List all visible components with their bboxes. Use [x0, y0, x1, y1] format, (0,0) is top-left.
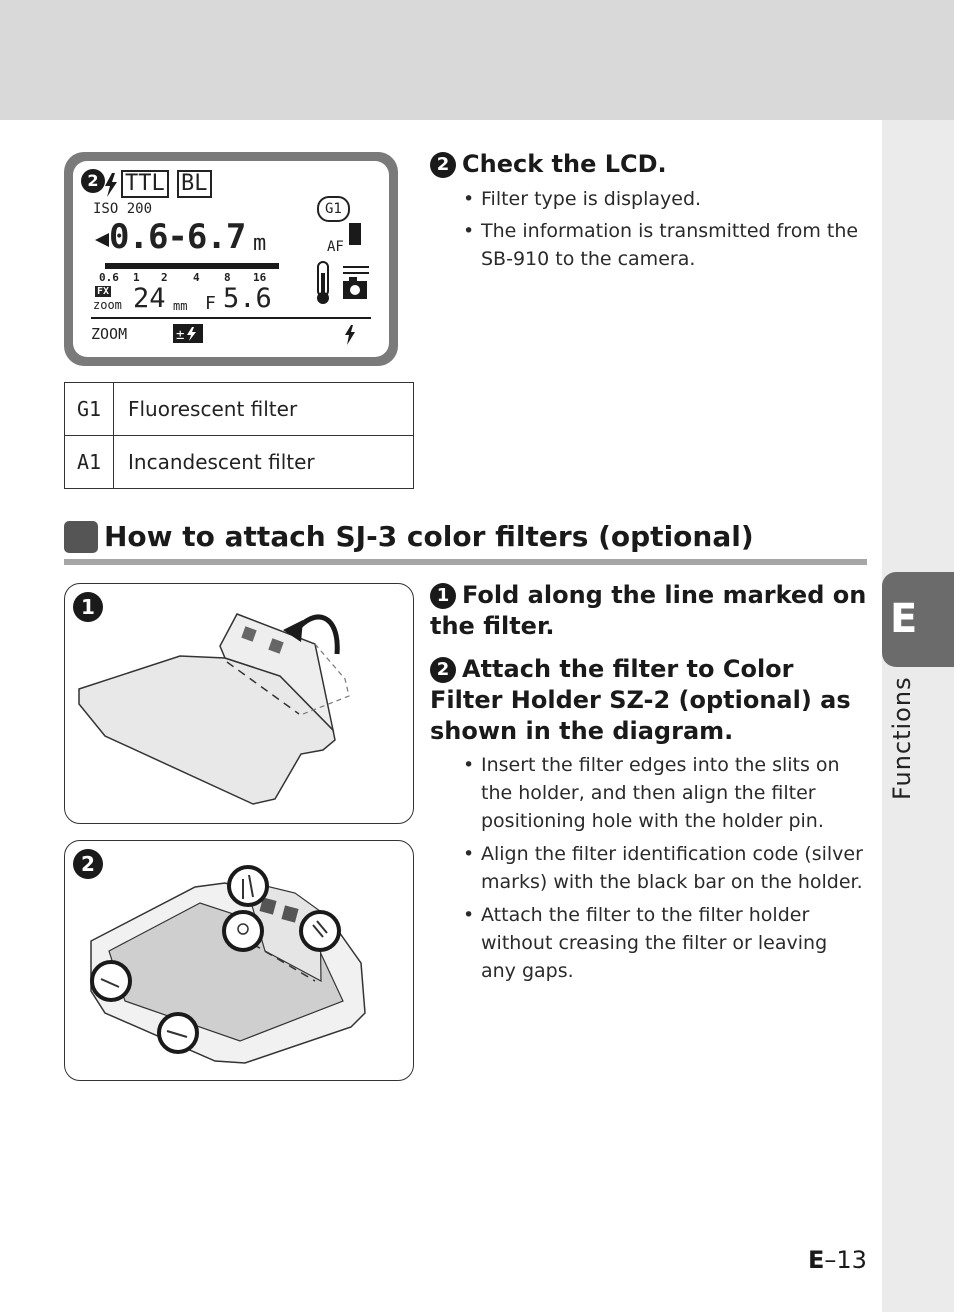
attach-step-heading [430, 654, 870, 747]
section-label-functions: Functions [888, 676, 916, 800]
fold-step-title: Fold along the line marked on the filter. [430, 581, 867, 640]
attach-step-bullet: • Attach the filter to the filter holder without creasing the filter or leaving any gaps. [463, 904, 828, 982]
lcd-zoom-label: zoom [93, 298, 122, 312]
flash-ready-icon [343, 325, 357, 345]
lcd-step-badge: 2 [81, 169, 105, 193]
scale-mark: 4 [193, 271, 200, 284]
filter-table [64, 382, 414, 489]
filter-code-cell: G1 [65, 383, 114, 436]
flash-icon [103, 173, 119, 197]
filter-description-cell: Fluorescent filter [114, 383, 414, 436]
lcd-illustration [64, 152, 398, 366]
diagram-badge: 1 [73, 592, 103, 622]
diagram-attach-holder [64, 840, 414, 1081]
holder-illustration [65, 841, 413, 1080]
page-number-suffix: –13 [824, 1246, 867, 1274]
lcd-zoom-value: 24 [133, 283, 166, 314]
scale-mark: 1 [133, 271, 140, 284]
section-tab-e[interactable] [882, 572, 954, 667]
fold-step-heading [430, 580, 870, 642]
lcd-zoom-unit: mm [173, 299, 188, 313]
lcd-divider [91, 317, 371, 319]
section-marker [64, 521, 98, 553]
range-arrow-icon [95, 233, 109, 247]
lcd-af-label: AF [327, 239, 344, 255]
filter-description-cell: Incandescent filter [114, 436, 414, 489]
lcd-range-unit: m [253, 231, 267, 256]
scale-mark: 16 [253, 271, 267, 284]
thermometer-icon [315, 261, 331, 305]
table-row [65, 436, 414, 489]
camera-icon [339, 265, 371, 301]
check-lcd-bullet: • The information is transmitted from the SB-910 to the camera. [463, 220, 859, 270]
lcd-filter-code: G1 [317, 196, 350, 222]
lcd-mode-ttl: TTL [121, 170, 169, 198]
top-band [0, 0, 954, 120]
attach-step-title: Attach the filter to Color Filter Holder SZ-2 (optional) as shown in the diagram. [430, 655, 851, 745]
lcd-aperture-value: 5.6 [223, 283, 272, 314]
page-number [808, 1246, 867, 1274]
diagram-fold-filter [64, 583, 414, 824]
step-number: 2 [430, 152, 456, 178]
scale-mark: 0.6 [99, 271, 119, 284]
step-number: 2 [430, 657, 456, 683]
lcd-range: 0.6-6.7 [109, 217, 246, 257]
check-lcd-heading [430, 149, 667, 180]
filter-indicator-icon [349, 223, 361, 245]
range-scale-line [105, 268, 279, 269]
section-title: How to attach SJ-3 color filters (optional) [104, 520, 754, 553]
scale-mark: 8 [224, 271, 231, 284]
step-number: 1 [430, 583, 456, 609]
lcd-iso: ISO 200 [93, 201, 153, 217]
exposure-comp-icon [173, 324, 203, 343]
lcd-menu-zoom: ZOOM [91, 325, 128, 343]
lcd-screen [73, 161, 389, 357]
check-lcd-bullet: • Filter type is displayed. [463, 188, 702, 210]
attach-step-bullet: • Insert the filter edges into the slits on the holder, and then align the filter positioning hole with the holder pin. [463, 754, 840, 832]
attach-step-bullet: • Align the filter identification code (silver marks) with the black bar on the holder. [463, 843, 863, 893]
section-rule [64, 559, 867, 565]
svg-text:±: ± [176, 327, 185, 343]
lcd-fx-label: FX [97, 286, 110, 297]
scale-mark: 2 [161, 271, 168, 284]
lcd-mode-bl: BL [177, 170, 212, 198]
page-number-prefix: E [808, 1246, 825, 1274]
check-lcd-title: Check the LCD. [462, 150, 667, 178]
lcd-aperture-label: F [205, 293, 216, 314]
section-tab-letter: E [890, 596, 918, 642]
filter-code-cell: A1 [65, 436, 114, 489]
diagram-badge: 2 [73, 849, 103, 879]
fold-filter-illustration [65, 584, 413, 823]
table-row [65, 383, 414, 436]
